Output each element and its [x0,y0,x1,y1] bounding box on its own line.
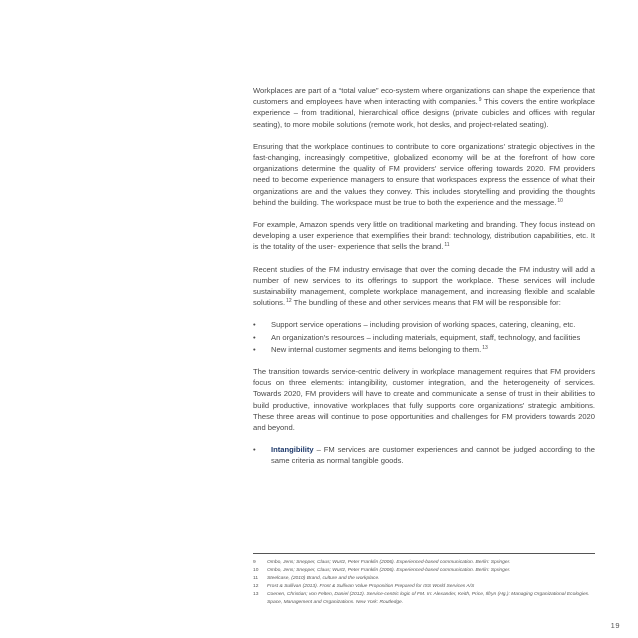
footnote-ref-11[interactable]: 11 [444,242,450,249]
paragraph-strategic-objectives: Ensuring that the workplace continues to contribute to core organizations' strategic objectives in the fast-changing, increasingly competitive, globalized economy will be at the forefront of how core organizations determine the quality of FM providers' service offering towards 2020. FM providers need to become experience managers to ensure that workspaces express the essence of what their organizations are and the values they convey. This includes storytelling and providing the thoughts behind the building. The workspace must be true to both the experience and the message.$^{10}$ [253,141,595,207]
paragraph-amazon-example: For example, Amazon spends very little on traditional marketing and branding. They focus instead on developing a user experience that exemplifies their brand: technology, distribution capabilities, etc. It is the totality of the user- experience that sells the brand.$^{11}$ [253,220,595,252]
paragraph-fm-industry-studies: Recent studies of the FM industry envisage that over the coming decade the FM industry will add a number of new services to its offerings to support the workplace. These services will include sustainability management, complete workplace management, and increasing flexible and scalable solutions.$^{12}$ The bundling of these and other services means that FM will be responsible for: [253,264,595,308]
footnote-number: 9 [253,560,256,565]
list-item: • An organization's resources – including materials, equipment, staff, technology, and facilities [253,332,581,342]
footnote-number: 12 [253,584,259,590]
responsibility-list [253,319,595,355]
page-number: 19 [610,621,620,630]
footnote-text: Ombo, Jens; Snepper, Claus; Wurtz, Peter Franklin (2006). Experienced-based communication. Berlin: Springer. [267,560,511,565]
bullet-icon: • [253,344,256,354]
footnote-ref-12[interactable]: 12 [286,298,292,305]
paragraph-service-transition: The transition towards service-centric delivery in workplace management requires that FM providers focus on three elements: intangibility, customer integration, and the heterogeneity of services. Towards 2020, FM providers will have to create and communicate a sense of trust in their abilities to build productive, innovative workplaces that fully supports core organizations' strategic ambitions. These three areas will continue to pose opportunities and challenges for FM providers towards 2020 and beyond. [253,367,595,433]
footnote-text: Coenen, Christian; von Felten, Daniel (2012). Service-centric logic of FM. In: Alexander, Keith, Price, Ilfryn (Hg.): Managing Organizational Ecologies. Space, Management and Organizations. New York: Routledge. [267,592,590,606]
intangibility-term: Intangibility [271,445,314,455]
elements-list [253,444,595,466]
footnote-11 [253,575,595,583]
footnotes [253,559,595,608]
footnote-text: Frost & Sullivan (2013). Frost & Sullivan Value Proposition Prepared for ISS World Services A/S [267,584,475,590]
footnote-text: Ombo, Jens; Snepper, Claus; Wurtz, Peter Franklin (2006). Experienced-based communication. Berlin: Springer. [267,568,511,574]
list-item: • Support service operations – including provision of working spaces, catering, cleaning, etc. [253,320,576,330]
footnote-number: 11 [253,576,259,582]
footnote-divider [253,553,595,554]
footnote-text: Steelcase, (2010) Brand, culture and the workplace. [267,576,380,582]
bullet-icon: • [253,320,256,330]
footnote-ref-9[interactable]: 9 [478,97,482,104]
list-item: • New internal customer segments and items belonging to them.$^{13}$ [253,344,488,354]
footnote-13 [253,591,595,607]
bullet-icon: • [253,332,256,342]
paragraph-total-value: Workplaces are part of a “total value” eco-system where organizations can shape the experience that customers and employees have when interacting with companies.$^9$ This covers the entire workplace experience – from traditional, hierarchical office designs (private cubicles and offices with regular seating), to more mobile solutions (remote work, hot desks, and project-related seating). [253,86,595,129]
footnote-10 [253,567,595,575]
list-item: • Intangibility – FM services are customer experiences and cannot be judged according to the same criteria as normal tangible goods. [253,445,595,466]
footnote-ref-13[interactable]: 13 [482,344,488,351]
body-text [253,85,595,478]
footnote-12 [253,583,595,591]
footnote-9 [253,559,595,567]
bullet-icon: • [253,445,256,455]
footnote-number: 13 [253,592,259,598]
footnote-ref-10[interactable]: 10 [557,197,563,204]
footnote-number: 10 [253,568,259,574]
